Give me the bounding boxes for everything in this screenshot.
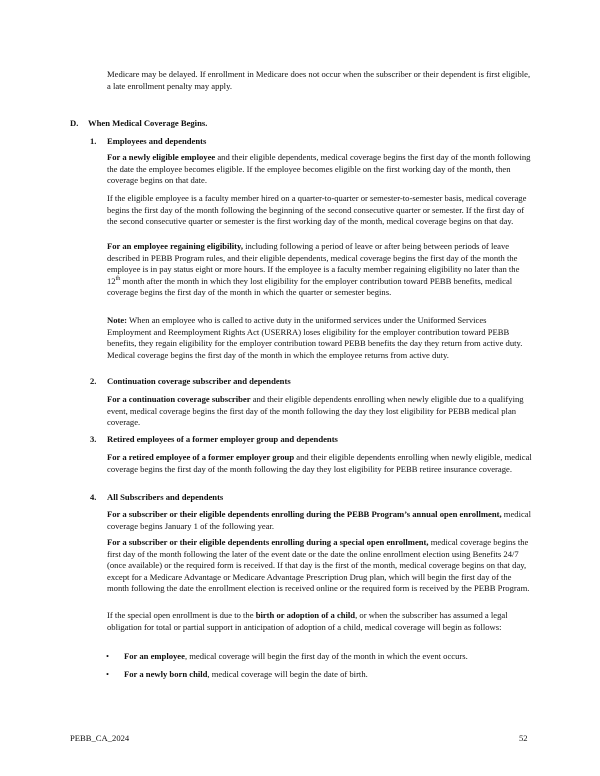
section-d-letter: D. xyxy=(70,118,79,128)
item-1-note: Note: When an employee who is called to active duty in the uniformed services under the Uniformed Services Employment and Reemployment Rights Act (USERRA) loses eligibility for the employer contribution toward PEBB benefits, they regain eligibility for the employer contribution toward PEBB benefits the day they return from active duty. Medical coverage begins the first day of the month in which the employee returns from active duty. xyxy=(107,315,523,360)
item-4-paragraph-1: For a subscriber or their eligible dependents enrolling during the PEBB Program’s annual open enrollment, medical coverage begins January 1 of the following year. xyxy=(107,509,531,531)
item-3-number: 3. xyxy=(90,434,97,444)
item-1-paragraph-1: For a newly eligible employee and their eligible dependents, medical coverage begins the first day of the month following the date the employee becomes eligible. If the employee becomes eligible on the first working day of the month, then coverage begins on that date. xyxy=(107,152,531,185)
bullet-item-newborn: For a newly born child, medical coverage will begin the date of birth. xyxy=(124,669,368,679)
intro-paragraph: Medicare may be delayed. If enrollment in Medicare does not occur when the subscriber or their dependent is first eligible, a late enrollment penalty may apply. xyxy=(107,69,531,91)
item-3-paragraph: For a retired employee of a former employer group and their eligible dependents enrolling when newly eligible, medical coverage begins the first day of the month following the day they lost eligibility for PEBB retiree insurance coverage. xyxy=(107,452,532,474)
section-d-heading: When Medical Coverage Begins. xyxy=(88,118,208,128)
item-1-number: 1. xyxy=(90,136,97,146)
item-4-paragraph-2: For a subscriber or their eligible dependents enrolling during a special open enrollment, medical coverage begins the first day of the month following the later of the event date or the date the online enrollment election using Benefits 24/7 (once available) or the required form is received. If that day is the first of the month, medical coverage begins on that day, except for a Medicare Advantage or Medicare Advantage Prescription Drug plan, which will begin the first day of the month following the date the enrollment election is received online or the required form is received by the PEBB Program. xyxy=(107,537,530,593)
item-4-heading: All Subscribers and dependents xyxy=(107,492,224,502)
footer-doc-id: PEBB_CA_2024 xyxy=(70,733,130,743)
item-4-number: 4. xyxy=(90,492,97,502)
item-4-paragraph-3: If the special open enrollment is due to the birth or adoption of a child, or when the subscriber has assumed a legal obligation for total or partial support in anticipation of adoption of a child, medical coverage will begin as follows: xyxy=(107,610,508,632)
item-2-paragraph: For a continuation coverage subscriber and their eligible dependents enrolling when newly eligible due to a qualifying event, medical coverage begins the first day of the month following the day they lost eligibility for PEBB medical plan coverage. xyxy=(107,394,524,427)
item-2-number: 2. xyxy=(90,376,97,386)
item-1-paragraph-2: If the eligible employee is a faculty member hired on a quarter-to-quarter or semester-to-semester basis, medical coverage begins the first day of the month following the beginning of the second consecutive quarter or semester. If the first day of the second consecutive quarter or semester is the first working day of the month, medical coverage begins on that day. xyxy=(107,193,527,226)
footer-page-number: 52 xyxy=(519,733,528,743)
item-2-heading: Continuation coverage subscriber and dependents xyxy=(107,376,291,386)
bullet-icon: • xyxy=(106,669,110,679)
bullet-icon: • xyxy=(106,651,110,661)
bullet-item-employee: For an employee, medical coverage will begin the first day of the month in which the event occurs. xyxy=(124,651,468,661)
item-3-heading: Retired employees of a former employer group and dependents xyxy=(107,434,338,444)
item-1-paragraph-3: For an employee regaining eligibility, including following a period of leave or after being between periods of leave described in PEBB Program rules, and their eligible dependents, medical coverage begins the first day of the month the employee is in pay status eight or more hours. If the employee is a faculty member regaining eligibility no later than the 12th month after the month in which they lost eligibility for the employer contribution toward PEBB benefits, medical coverage begins the first day of the month in which the quarter or semester begins. xyxy=(107,241,520,297)
item-1-heading: Employees and dependents xyxy=(107,136,207,146)
